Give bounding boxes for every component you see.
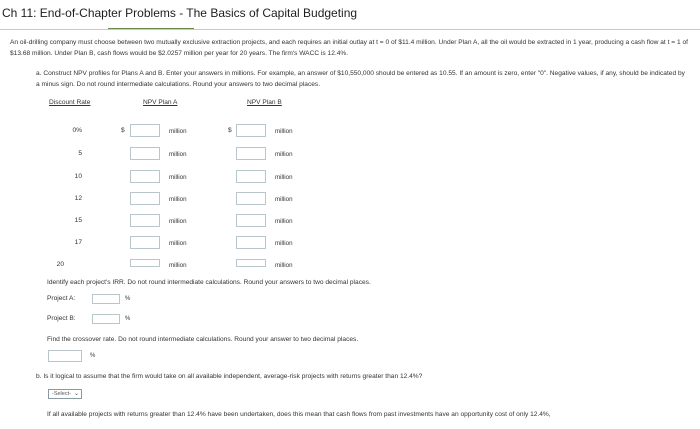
unit-label: million [275, 262, 293, 269]
unit-label: million [275, 151, 293, 158]
npv-plan-a-input[interactable] [130, 214, 160, 227]
discount-rate-label: 17 [74, 239, 82, 246]
crossover-instruction: Find the crossover rate. Do not round intermediate calculations. Round your answer to two decimal places. [47, 336, 359, 343]
project-b-irr-input[interactable] [92, 314, 120, 324]
header-discount-rate: Discount Rate [49, 99, 91, 106]
irr-instruction: Identify each project's IRR. Do not round intermediate calculations. Round your answers to two decimal places. [47, 279, 371, 286]
npv-plan-b-input[interactable] [236, 124, 266, 137]
part-b-question: b. Is it logical to assume that the firm would take on all available independent, average-risk projects with returns greater than 12.4%? [36, 373, 423, 380]
title-divider [0, 29, 700, 30]
unit-label: million [169, 151, 187, 158]
discount-rate-label: 12 [74, 195, 82, 202]
header-npv-plan-b: NPV Plan B [247, 99, 282, 106]
discount-rate-label: 15 [74, 217, 82, 224]
percent-sign: % [125, 296, 131, 302]
npv-plan-b-input[interactable] [236, 214, 266, 227]
npv-plan-a-input[interactable] [130, 192, 160, 205]
unit-label: million [169, 218, 187, 225]
npv-plan-b-input[interactable] [236, 236, 266, 249]
dollar-sign: $ [228, 127, 232, 134]
unit-label: million [275, 218, 293, 225]
select-value: -Select- [52, 391, 71, 397]
discount-rate-label: 0% [72, 127, 82, 134]
unit-label: million [169, 240, 187, 247]
unit-label: million [275, 240, 293, 247]
npv-plan-a-input[interactable] [130, 259, 160, 267]
unit-label: million [275, 196, 293, 203]
discount-rate-label: 20 [56, 261, 64, 268]
header-npv-plan-a: NPV Plan A [143, 99, 178, 106]
npv-plan-a-input[interactable] [130, 147, 160, 160]
page-title: Ch 11: End-of-Chapter Problems - The Basics of Capital Budgeting [2, 6, 358, 20]
npv-plan-b-input[interactable] [236, 170, 266, 183]
dollar-sign: $ [121, 127, 125, 134]
npv-plan-a-input[interactable] [130, 170, 160, 183]
unit-label: million [169, 262, 187, 269]
part-a-instructions: a. Construct NPV profiles for Plans A and B. Enter your answers in millions. For example, an answer of $10,550,000 should be entered as 10.55. If an amount is zero, enter "0". Negative values, if any, should be indicated by a minus sign. Do not round intermediate calculations. Round your answers to two decimal places. [36, 70, 685, 88]
npv-plan-a-input[interactable] [130, 236, 160, 249]
unit-label: million [169, 174, 187, 181]
project-b-label: Project B: [47, 315, 76, 322]
percent-sign: % [125, 316, 131, 322]
unit-label: million [275, 174, 293, 181]
chevron-down-icon: ⌄ [73, 391, 79, 397]
npv-plan-b-input[interactable] [236, 147, 266, 160]
problem-intro: An oil-drilling company must choose between two mutually exclusive extraction projects, and each requires an initial outlay at t = 0 of $11.4 million. Under Plan A, all the oil would be extracted in 1 year, producing a cash flow at t = 1 of $13.68 million. Under Plan B, cash flows would be $2.0257 million per year for 20 years. The firm's WACC is 12.4%. [10, 39, 688, 57]
unit-label: million [275, 128, 293, 135]
npv-plan-b-input[interactable] [236, 259, 266, 267]
final-question: If all available projects with returns greater than 12.4% have been undertaken, does this mean that cash flows from past investments have an opportunity cost of only 12.4%, [47, 411, 551, 418]
discount-rate-label: 5 [78, 150, 82, 157]
project-a-label: Project A: [47, 295, 76, 302]
crossover-rate-input[interactable] [48, 350, 82, 362]
answer-select[interactable] [48, 389, 82, 399]
npv-plan-a-input[interactable] [130, 124, 160, 137]
percent-sign: % [90, 353, 96, 359]
discount-rate-label: 10 [74, 173, 82, 180]
npv-plan-b-input[interactable] [236, 192, 266, 205]
unit-label: million [169, 196, 187, 203]
unit-label: million [169, 128, 187, 135]
project-a-irr-input[interactable] [92, 294, 120, 304]
